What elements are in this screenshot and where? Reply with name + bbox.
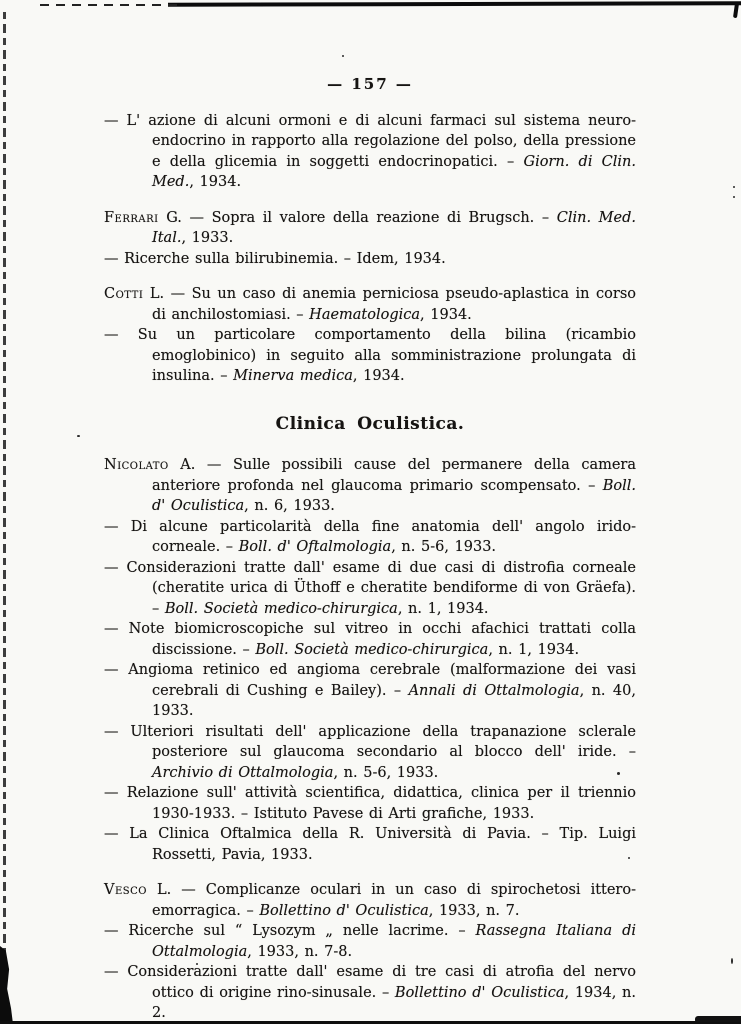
bibliography-entry: Ferrari G. — Sopra il valore della reazione di Brugsch. – Clin. Med. Ital., 1933.: [104, 209, 636, 246]
section-heading: Clinica Oculistica.: [275, 413, 465, 434]
bibliography-entry: — Ulteriori risultati dell' applicazione della trapanazione sclerale posteriore sul glaucoma secondario al blocco dell' iride. – Archivio di Ottalmologia, n. 5-6, 1933.: [104, 723, 636, 781]
bibliography-entry: — Relazione sull' attività scientifica, didattica, clinica per il triennio 1930-1933. – Istituto Pavese di Arti grafiche, 1933.: [104, 785, 636, 822]
bibliography-entry: Cotti L. — Su un caso di anemia perniciosa pseudo-aplastica in corso di anchilostomiasi. – Haematologica, 1934.: [104, 286, 636, 323]
entry-group: [104, 455, 636, 865]
entry-group: [104, 880, 636, 1024]
bibliography-entry: Nicolato A. — Sulle possibili cause del permanere della camera anteriore profonda nel glaucoma primario scompensato. – Boll. d' Oculistica, n. 6, 1933.: [104, 457, 636, 514]
entry-group: [104, 284, 636, 387]
scan-speck: [733, 186, 735, 188]
bibliography-entry: — Su un particolare comportamento della bilina (ricambio emoglobinico) in seguito alla somministrazione prolungata di insulina. – Minerva medica, 1934.: [104, 327, 636, 384]
bibliography-entry: — Ricerche sulla bilirubinemia. – Idem, 1934.: [104, 250, 446, 267]
bibliography-entry: — Angioma retinico ed angioma cerebrale (malformazione dei vasi cerebrali di Cushing e Bailey). – Annali di Ottalmologia, n. 40, 1933.: [104, 662, 636, 719]
scan-top-edge-dashes: [40, 4, 180, 6]
entry-group: [104, 111, 636, 193]
bibliography-entry: — Di alcune particolarità della fine anatomia dell' angolo irido-corneale. – Boll. d' Oftalmologia, n. 5-6, 1933.: [104, 518, 636, 555]
scan-top-edge-line: [168, 1, 741, 7]
bibliography-entry: — Considerazioni tratte dall' esame di due casi di distrofia corneale (cheratite urica di Üthoff e cheratite bendiforme di von Gräefa). – Boll. Società medico-chirurgica, n. 1, 1934.: [104, 559, 636, 617]
bibliography-entry: — La Clinica Oftalmica della R. Università di Pavia. – Tip. Luigi Rossetti, Pavia, 1933.: [104, 826, 636, 863]
bibliography-entry: — Considerazioni tratte dall' esame di tre casi di atrofia del nervo ottico di origine rino-sinusale. – Bollettino d' Oculistica, 1934, n. 2.: [104, 964, 636, 1021]
scan-bottom-left-blob: [0, 946, 13, 1024]
scan-speck: [77, 435, 80, 437]
bibliography-entry: Vesco L. — Complicanze oculari in un caso di spirochetosi ittero-emorragica. – Bollettino d' Oculistica, 1933, n. 7.: [104, 882, 636, 919]
scan-speck: [731, 958, 733, 964]
scan-speck: [342, 55, 344, 57]
bibliography-entry: — Note biomicroscopiche sul vitreo in occhi afachici trattati colla discissione. – Boll. Società medico-chirurgica, n. 1, 1934.: [104, 621, 636, 658]
entry-group: [104, 208, 636, 270]
bibliography-entry: — L' azione di alcuni ormoni e di alcuni farmaci sul sistema neuro-endocrino in rapporto alla regolazione del polso, della pressione e della glicemia in soggetti endocrinopatici. – Giorn. di Clin. Med., 1934.: [104, 112, 636, 190]
scan-top-right-hook: [733, 3, 739, 18]
scan-speck: [733, 196, 735, 198]
scan-bottom-right-blob: [695, 1016, 741, 1022]
page-number: — 157 —: [327, 75, 413, 93]
bibliography-entry: — Ricerche sul “ Lysozym „ nelle lacrime. – Rassegna Italiana di Ottalmologia, 1933, n. 7-8.: [104, 923, 636, 960]
scan-left-edge-speckle: [3, 12, 6, 954]
text-block: [104, 74, 636, 1024]
